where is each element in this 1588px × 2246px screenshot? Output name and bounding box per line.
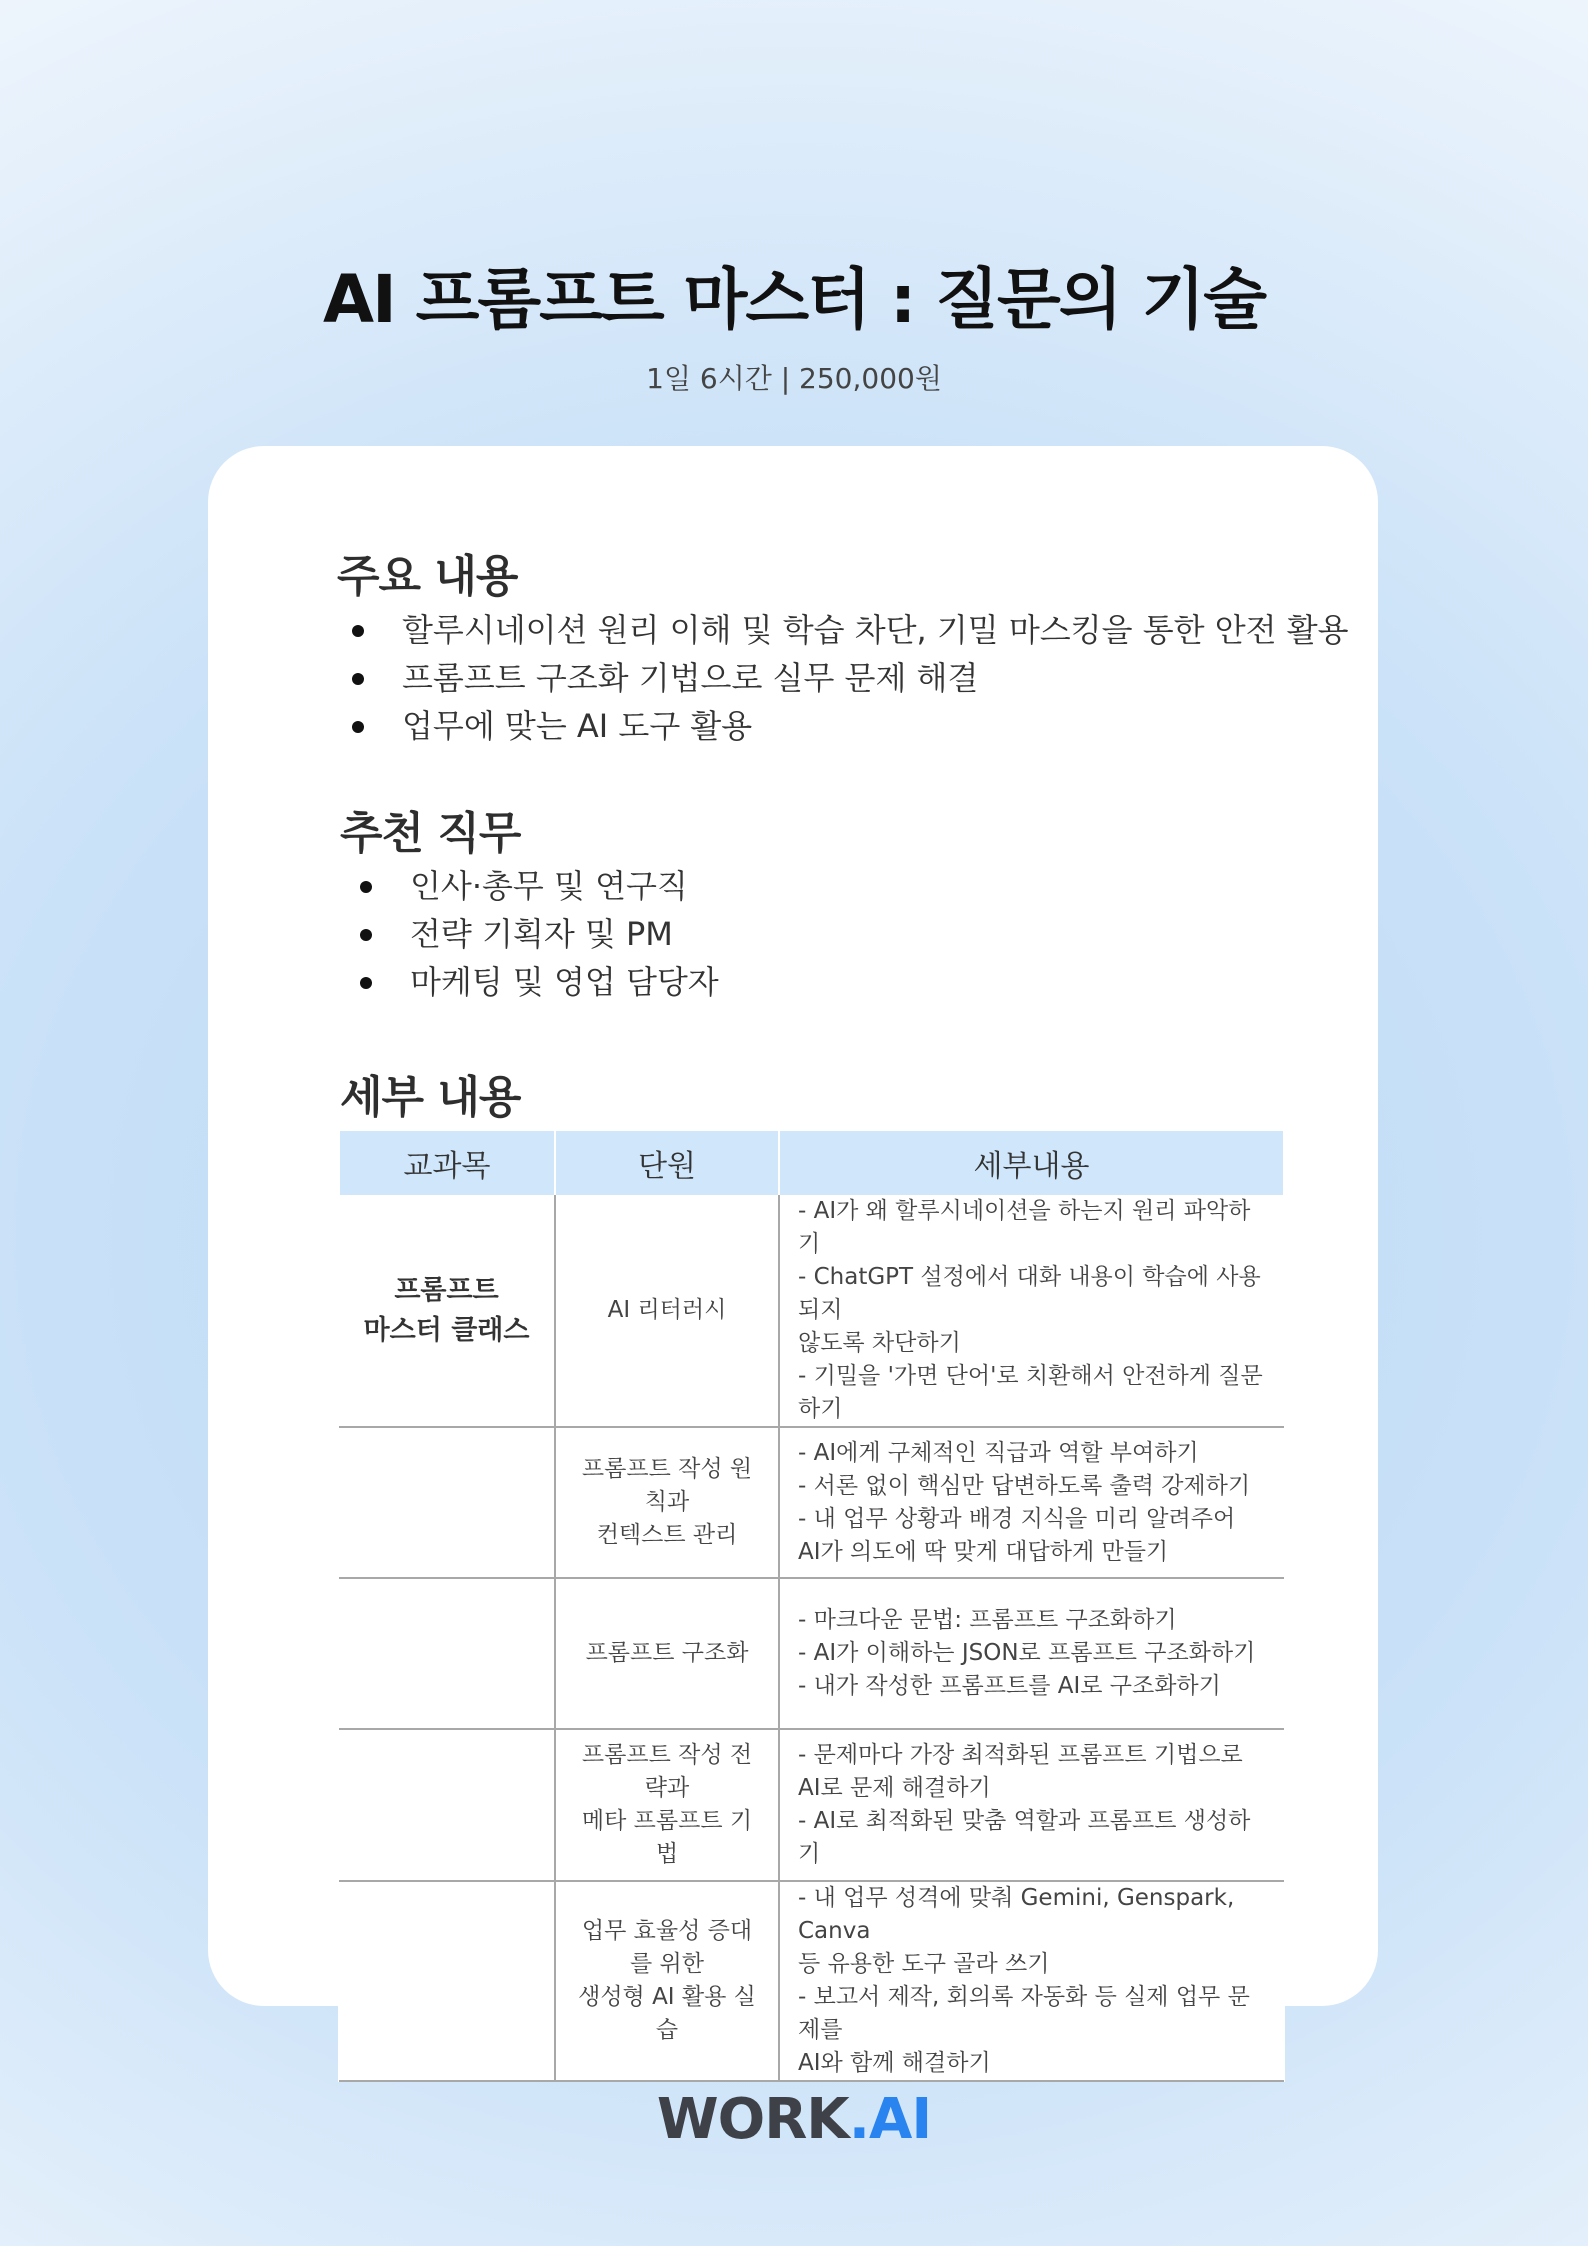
recommended-roles-list <box>346 862 719 1006</box>
table-header-row <box>339 1131 1284 1195</box>
subject-cell <box>339 1195 555 1427</box>
table-row <box>339 1195 1284 1427</box>
work-ai-logo <box>0 2087 1588 2152</box>
list-item: 할루시네이션 원리 이해 및 학습 차단, 기밀 마스킹을 통한 안전 활용 <box>338 606 1349 654</box>
page-title: AI 프롬프트 마스터 : 질문의 기술 <box>323 261 1265 338</box>
main-content-heading: 주요 내용 <box>337 551 518 602</box>
logo-ai-text: AI <box>868 2087 932 2152</box>
subject-cell-empty <box>339 1729 555 1881</box>
unit-cell: AI 리터러시 <box>555 1195 779 1427</box>
table-row <box>339 1578 1284 1729</box>
logo-dot: . <box>848 2087 869 2152</box>
subject-name: 프롬프트 마스터 클래스 <box>363 1274 530 1346</box>
content-cell: - 마크다운 문법: 프롬프트 구조화하기 - AI가 이해하는 JSON로 프롬프트 구조화하기 - 내가 작성한 프롬프트를 AI로 구조화하기 <box>779 1578 1284 1729</box>
unit-cell: 프롬프트 작성 전략과 메타 프롬프트 기법 <box>555 1729 779 1881</box>
main-content-list <box>338 606 1349 750</box>
subject-cell-empty <box>339 1578 555 1729</box>
column-header-unit: 단원 <box>555 1131 779 1195</box>
content-cell: - 내 업무 성격에 맞춰 Gemini, Genspark, Canva 등 유용한 도구 골라 쓰기 - 보고서 제작, 회의록 자동화 등 실제 업무 문제를 AI와 함께 해결하기 <box>779 1881 1284 2081</box>
content-cell: - AI에게 구체적인 직급과 역할 부여하기 - 서론 없이 핵심만 답변하도록 출력 강제하기 - 내 업무 상황과 배경 지식을 미리 알려주어 AI가 의도에 딱 맞게 대답하게 만들기 <box>779 1427 1284 1578</box>
recommended-roles-heading: 추천 직무 <box>340 808 521 859</box>
table-row <box>339 1427 1284 1578</box>
list-item: 전략 기획자 및 PM <box>346 910 719 958</box>
list-item: 프롬프트 구조화 기법으로 실무 문제 해결 <box>338 654 1349 702</box>
unit-cell: 프롬프트 작성 원칙과 컨텍스트 관리 <box>555 1427 779 1578</box>
table-row <box>339 1881 1284 2081</box>
list-item: 인사·총무 및 연구직 <box>346 862 719 910</box>
course-duration-price: 1일 6시간 | 250,000원 <box>646 362 942 395</box>
content-cell: - AI가 왜 할루시네이션을 하는지 원리 파악하기 - ChatGPT 설정에서 대화 내용이 학습에 사용되지 않도록 차단하기 - 기밀을 '가면 단어'로 치환해서 안전하게 질문하기 <box>779 1195 1284 1427</box>
details-heading: 세부 내용 <box>340 1072 521 1123</box>
unit-cell: 업무 효율성 증대를 위한 생성형 AI 활용 실습 <box>555 1881 779 2081</box>
logo-work-text: WORK <box>656 2087 849 2152</box>
curriculum-table <box>338 1131 1285 2082</box>
table-row <box>339 1729 1284 1881</box>
content-cell: - 문제마다 가장 최적화된 프롬프트 기법으로 AI로 문제 해결하기 - AI로 최적화된 맞춤 역할과 프롬프트 생성하기 <box>779 1729 1284 1881</box>
column-header-subject: 교과목 <box>339 1131 555 1195</box>
list-item: 마케팅 및 영업 담당자 <box>346 958 719 1006</box>
column-header-details: 세부내용 <box>779 1131 1284 1195</box>
unit-cell: 프롬프트 구조화 <box>555 1578 779 1729</box>
list-item: 업무에 맞는 AI 도구 활용 <box>338 702 1349 750</box>
subject-cell-empty <box>339 1427 555 1578</box>
subject-cell-empty <box>339 1881 555 2081</box>
